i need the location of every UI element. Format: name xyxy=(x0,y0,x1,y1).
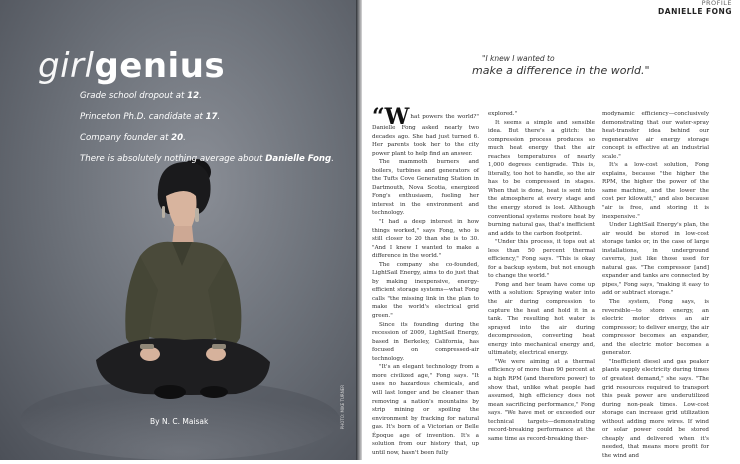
article-column-3 xyxy=(602,110,709,459)
article-paragraph: The company she co-founded, LightSail Energy, aims to do just that by making inexpensive, energy-efficient storage systems—what Fong calls "the missing link in the plan to make the world's electrical grid green." xyxy=(372,261,479,320)
drop-quote-mark: “ xyxy=(372,104,385,130)
article-paragraph: It's a low-cost solution, Fong explains, because "the higher the RPM, the higher the power of the same machine, and the lower the cost per kilowatt," and also because "air is free, and storing it is inexpensive." xyxy=(602,162,709,220)
section-kicker: PROFILE xyxy=(701,0,732,7)
article-paragraph: "I had a deep interest in how things worked," says Fong, who is still closer to 20 than she is to 30. "And I knew I wanted to make a difference in the world." xyxy=(372,219,479,260)
article-paragraph: "We were aiming at a thermal efficiency of more than 90 percent at a high RPM (and therefore power) to show that, unlike what people had assumed, high efficiency does not mean sacrificing performance," Fong says. "We have met or exceeded our technical targets—demonstrating record-breaking performance at the same time as record-breaking ther- xyxy=(488,358,595,442)
drop-cap: W xyxy=(384,104,410,130)
article-paragraph: The system, Fong says, is reversible—to store energy, an electric motor drives an air compressor; to deliver energy, the air compressor becomes an expander, and the electric motor becomes a generator. xyxy=(602,299,709,357)
article-paragraph: Since its founding during the recession of 2009, LightSail Energy, based in Berkeley, California, has focused on compressed-air technology. xyxy=(372,321,479,362)
headline xyxy=(38,46,225,86)
article-paragraph: explored." xyxy=(488,111,518,117)
article-paragraph: "Inefficient diesel and gas peaker plants supply electricity during times of greatest demand," she says. "The grid resources required to transport this peak power are underutilized during non-peak times. Low-cost storage can increase grid utilization without adding more wires. If wind or solar power could be stored cheaply and delivered when it's needed, that means more profit for the wind and xyxy=(602,358,709,459)
article-paragraph: "It's an elegant technology from a more civilized age," Fong says. "It uses no hazardous chemicals, and will last longer and be cleaner than removing a nation's mountains by strip mining or spoiling the environment by fracking for natural gas. It's born of a Victorian or Belle Époque age of invention. It's a solution from our history that, up until now, hasn't been fully xyxy=(372,364,479,456)
pull-quote-line: "I knew I wanted to xyxy=(482,54,555,63)
deck xyxy=(80,86,334,170)
byline: By N. C. Maisak xyxy=(150,417,209,426)
page-gutter xyxy=(356,0,362,460)
photo-credit: PHOTO: MIKE TURNER xyxy=(340,385,345,430)
page-header xyxy=(658,0,732,16)
article-paragraph: modynamic efficiency—conclusively demonstrating that our water-spray heat-transfer idea behind our regenerative air energy storage concept is effective at an industrial scale." xyxy=(602,111,709,160)
pull-quote-line: make a difference in the world." xyxy=(472,64,650,77)
article-column-2 xyxy=(488,110,595,455)
article-paragraph: “What powers the world?" Danielle Fong asked nearly two decades ago. She had just turned 6. Her parents took her to the city power plant to help find an answer. xyxy=(372,104,479,157)
article-paragraph: The mammoth burners and boilers, turbines and generators of the Tufts Cove Generating Station in Dartmouth, Nova Scotia, energized Fong's enthusiasm, fueling her interest in the environment and technology. xyxy=(372,159,479,217)
deck-line: Princeton Ph.D. candidate at 17. xyxy=(80,112,221,122)
headline-bold: genius xyxy=(94,46,226,86)
headline-light: girl xyxy=(38,46,95,86)
article-paragraph: "Under this process, it tops out at less than 50 percent thermal efficiency," Fong says. "This is okay for a backup system, but not enough to change the world." xyxy=(488,239,595,280)
deck-line: Company founder at 20. xyxy=(80,133,186,143)
header-name: DANIELLE FONG xyxy=(658,7,732,16)
deck-line: Grade school dropout at 12. xyxy=(80,91,202,101)
article-paragraph: Under LightSail Energy's plan, the air would be stored in low-cost storage tanks or, in the case of large installations, in underground caverns, just like those used for natural gas. "The compressor [and] expander and tanks are connected by pipes," Fong says, "making it easy to add or subtract storage." xyxy=(602,222,709,297)
article-paragraph: It seems a simple and sensible idea. But there's a glitch: the compression process produces so much heat energy that the air reaches temperatures of nearly 1,000 degrees centigrade. This is, literally, too hot to handle, so the air has to be compressed in stages. When that is done, heat is sent into the atmosphere at every stage and the energy stored is lost. Although conventional systems restore heat by burning natural gas, that's inefficient and adds to the carbon footprint. xyxy=(488,119,595,237)
deck-line: There is absolutely nothing average about Danielle Fong. xyxy=(80,154,334,164)
article-column-1 xyxy=(372,104,479,456)
pull-quote xyxy=(472,54,650,77)
article-paragraph: Fong and her team have come up with a solution: Spraying water into the air during compression to capture the heat and hold it in a tank. The resulting hot water is sprayed into the air during decompression, converting heat energy into mechanical energy and, ultimately, electrical energy. xyxy=(488,281,595,357)
